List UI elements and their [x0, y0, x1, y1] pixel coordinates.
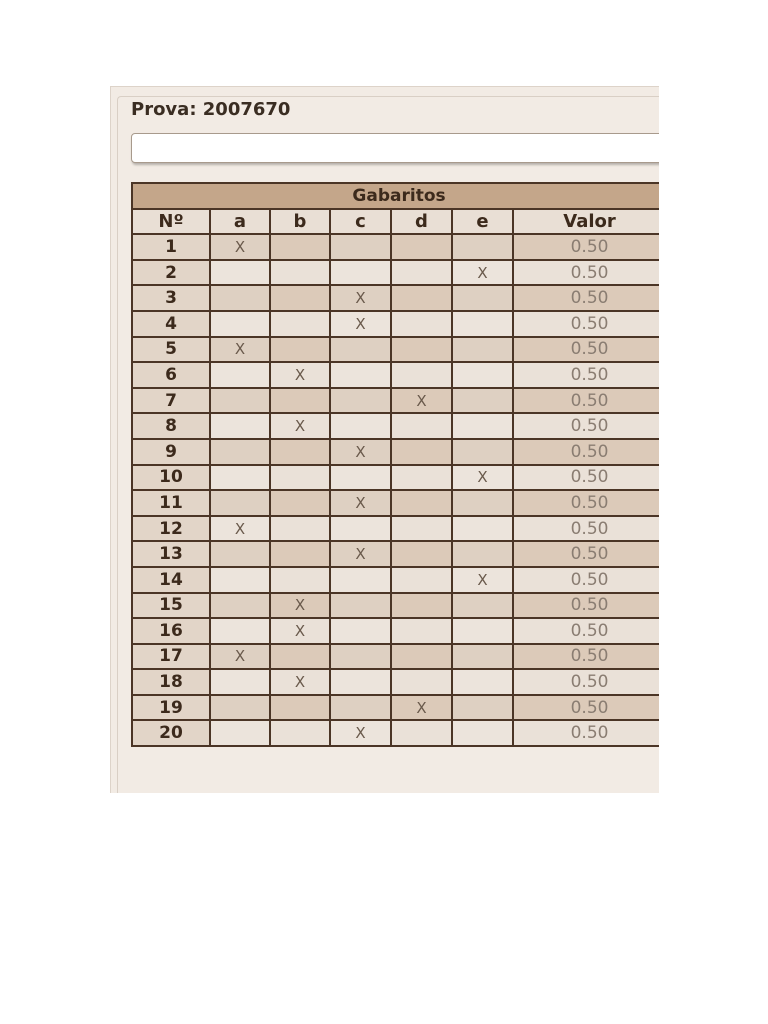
answer-cell-a: X [210, 337, 270, 363]
column-header-a: a [210, 209, 270, 235]
answer-cell-c [330, 669, 391, 695]
answer-cell-a [210, 465, 270, 491]
answer-cell-a [210, 311, 270, 337]
question-number: 17 [132, 644, 210, 670]
answer-cell-b [270, 567, 330, 593]
answer-cell-c [330, 337, 391, 363]
question-number: 10 [132, 465, 210, 491]
question-number: 6 [132, 362, 210, 388]
answer-cell-a [210, 285, 270, 311]
column-header-d: d [391, 209, 452, 235]
answer-cell-e [452, 720, 513, 746]
answer-cell-a [210, 541, 270, 567]
answer-cell-c [330, 644, 391, 670]
answer-cell-d [391, 593, 452, 619]
table-row [132, 695, 659, 721]
answer-cell-e [452, 311, 513, 337]
question-value: 0.50 [513, 695, 659, 721]
question-value: 0.50 [513, 593, 659, 619]
table-row [132, 311, 659, 337]
answer-cell-b [270, 516, 330, 542]
question-number: 12 [132, 516, 210, 542]
answer-cell-c [330, 388, 391, 414]
answer-cell-c [330, 465, 391, 491]
column-header-b: b [270, 209, 330, 235]
question-number: 13 [132, 541, 210, 567]
answer-cell-d: X [391, 695, 452, 721]
table-row [132, 285, 659, 311]
question-value: 0.50 [513, 490, 659, 516]
answer-cell-e: X [452, 260, 513, 286]
prova-panel [110, 86, 659, 793]
answer-cell-e [452, 695, 513, 721]
answer-cell-d [391, 311, 452, 337]
answer-cell-b [270, 337, 330, 363]
question-number: 19 [132, 695, 210, 721]
question-value: 0.50 [513, 311, 659, 337]
column-header-num: Nº [132, 209, 210, 235]
answer-cell-e [452, 669, 513, 695]
question-value: 0.50 [513, 285, 659, 311]
answer-cell-b: X [270, 669, 330, 695]
question-value: 0.50 [513, 337, 659, 363]
question-number: 20 [132, 720, 210, 746]
answer-cell-d [391, 413, 452, 439]
answer-cell-b [270, 644, 330, 670]
question-value: 0.50 [513, 260, 659, 286]
question-number: 14 [132, 567, 210, 593]
answer-cell-d [391, 490, 452, 516]
answer-cell-a [210, 593, 270, 619]
question-number: 2 [132, 260, 210, 286]
question-value: 0.50 [513, 541, 659, 567]
table-row [132, 439, 659, 465]
answer-cell-d [391, 260, 452, 286]
question-value: 0.50 [513, 516, 659, 542]
table-row [132, 644, 659, 670]
page-title: Prova: 2007670 [131, 99, 291, 120]
answer-cell-c [330, 593, 391, 619]
text-input-field[interactable] [131, 133, 659, 163]
question-number: 1 [132, 234, 210, 260]
question-value: 0.50 [513, 362, 659, 388]
table-row [132, 516, 659, 542]
question-number: 3 [132, 285, 210, 311]
answer-cell-e [452, 490, 513, 516]
answer-cell-d [391, 720, 452, 746]
answer-cell-b [270, 260, 330, 286]
answer-cell-e [452, 285, 513, 311]
answer-cell-c: X [330, 490, 391, 516]
question-value: 0.50 [513, 439, 659, 465]
answer-cell-a: X [210, 516, 270, 542]
answer-cell-b [270, 234, 330, 260]
answer-cell-b: X [270, 413, 330, 439]
answer-cell-e [452, 413, 513, 439]
table-row [132, 720, 659, 746]
answer-cell-b: X [270, 362, 330, 388]
answer-cell-e [452, 516, 513, 542]
answer-cell-b [270, 541, 330, 567]
answer-cell-d [391, 516, 452, 542]
answer-cell-c [330, 567, 391, 593]
question-value: 0.50 [513, 234, 659, 260]
answer-cell-c [330, 516, 391, 542]
answer-cell-d [391, 618, 452, 644]
table-row [132, 593, 659, 619]
answer-cell-a [210, 439, 270, 465]
column-header-valor: Valor [513, 209, 659, 235]
answer-cell-b [270, 388, 330, 414]
answer-cell-e [452, 593, 513, 619]
table-row [132, 669, 659, 695]
answer-cell-c [330, 618, 391, 644]
answer-cell-a [210, 695, 270, 721]
answer-cell-a [210, 413, 270, 439]
answer-cell-b [270, 720, 330, 746]
answer-cell-d [391, 567, 452, 593]
column-header-c: c [330, 209, 391, 235]
answer-cell-e [452, 644, 513, 670]
gabaritos-table [131, 182, 659, 747]
answer-cell-a [210, 567, 270, 593]
question-value: 0.50 [513, 413, 659, 439]
answer-cell-a [210, 618, 270, 644]
table-row [132, 260, 659, 286]
answer-cell-b [270, 311, 330, 337]
answer-cell-a [210, 388, 270, 414]
table-row [132, 337, 659, 363]
question-number: 4 [132, 311, 210, 337]
answer-cell-e [452, 337, 513, 363]
answer-cell-e [452, 541, 513, 567]
question-value: 0.50 [513, 720, 659, 746]
table-body [132, 234, 659, 746]
answer-cell-d [391, 337, 452, 363]
answer-cell-a [210, 669, 270, 695]
column-header-e: e [452, 209, 513, 235]
answer-cell-c [330, 260, 391, 286]
answer-cell-d [391, 644, 452, 670]
answer-cell-b: X [270, 593, 330, 619]
question-value: 0.50 [513, 669, 659, 695]
answer-cell-a [210, 720, 270, 746]
table-caption: Gabaritos [132, 183, 659, 209]
answer-cell-c: X [330, 439, 391, 465]
table-row [132, 413, 659, 439]
answer-cell-c: X [330, 541, 391, 567]
question-value: 0.50 [513, 618, 659, 644]
answer-cell-c [330, 413, 391, 439]
table-row [132, 567, 659, 593]
answer-cell-b [270, 439, 330, 465]
table-row [132, 388, 659, 414]
answer-cell-d [391, 234, 452, 260]
table-row [132, 490, 659, 516]
answer-cell-d [391, 669, 452, 695]
answer-cell-e [452, 388, 513, 414]
question-number: 9 [132, 439, 210, 465]
answer-cell-a: X [210, 644, 270, 670]
answer-cell-d [391, 541, 452, 567]
answer-cell-c [330, 362, 391, 388]
question-value: 0.50 [513, 644, 659, 670]
question-number: 7 [132, 388, 210, 414]
answer-cell-d: X [391, 388, 452, 414]
answer-cell-d [391, 285, 452, 311]
answer-cell-d [391, 362, 452, 388]
answer-cell-e [452, 234, 513, 260]
answer-cell-a [210, 260, 270, 286]
answer-cell-e: X [452, 567, 513, 593]
answer-cell-c: X [330, 285, 391, 311]
answer-cell-b [270, 465, 330, 491]
answer-cell-c [330, 234, 391, 260]
answer-cell-a [210, 490, 270, 516]
question-value: 0.50 [513, 465, 659, 491]
answer-cell-d [391, 465, 452, 491]
answer-cell-d [391, 439, 452, 465]
question-value: 0.50 [513, 567, 659, 593]
answer-cell-e [452, 618, 513, 644]
answer-cell-e: X [452, 465, 513, 491]
question-number: 11 [132, 490, 210, 516]
answer-cell-c: X [330, 720, 391, 746]
answer-cell-a: X [210, 234, 270, 260]
question-number: 8 [132, 413, 210, 439]
question-number: 5 [132, 337, 210, 363]
answer-cell-e [452, 439, 513, 465]
question-number: 16 [132, 618, 210, 644]
answer-cell-a [210, 362, 270, 388]
table-row [132, 362, 659, 388]
question-value: 0.50 [513, 388, 659, 414]
answer-cell-c: X [330, 311, 391, 337]
table-row [132, 618, 659, 644]
question-number: 15 [132, 593, 210, 619]
answer-cell-c [330, 695, 391, 721]
answer-cell-e [452, 362, 513, 388]
table-row [132, 541, 659, 567]
table-row [132, 234, 659, 260]
table-header-row [132, 209, 659, 235]
answer-cell-b [270, 490, 330, 516]
question-number: 18 [132, 669, 210, 695]
table-row [132, 465, 659, 491]
answer-cell-b [270, 285, 330, 311]
answer-cell-b [270, 695, 330, 721]
answer-cell-b: X [270, 618, 330, 644]
